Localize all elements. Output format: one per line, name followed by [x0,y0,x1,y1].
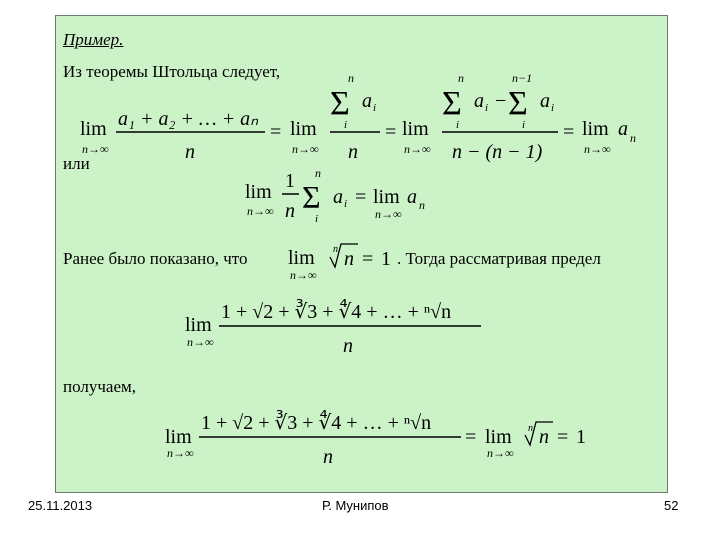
lim: lim [290,118,317,140]
sum-upper: n [348,71,354,85]
svg-text:1 + √2 + ∛3 + ∜4 + … + ⁿ√n: 1 + √2 + ∛3 + ∜4 + … + ⁿ√n [201,412,432,434]
formula-roots-result [165,407,595,467]
sigma-icon: Σ [302,179,321,215]
sigma-icon: Σ [330,85,350,122]
svg-text:n: n [285,200,295,222]
svg-text:n: n [315,166,321,180]
svg-text:=: = [355,186,367,208]
text-or: или [63,154,90,173]
sigma-icon: Σ [508,85,528,122]
svg-text:=: = [563,121,575,143]
svg-text:lim: lim [165,426,192,448]
svg-text:lim: lim [373,186,400,208]
svg-text:1: 1 [285,170,295,192]
lim: lim [582,118,609,140]
svg-text:n: n [630,131,636,145]
n-to-infinity: n→∞ [292,142,319,156]
formula-roots-limit [185,296,485,356]
svg-text:lim: lim [185,314,212,336]
svg-text:a: a [618,118,628,140]
svg-text:n: n [458,71,464,85]
roots-sum-numerator: 1 + √2 + ∛3 + ∜4 + … + ⁿ√n [221,301,452,323]
lim: lim [402,118,429,140]
svg-text:i: i [344,198,348,210]
denominator-n-minus-n-1: n − (n − 1) [452,141,543,163]
svg-text:n→∞: n→∞ [167,446,194,460]
svg-text:=: = [557,426,569,448]
svg-text:n: n [333,244,338,255]
svg-text:a: a [333,186,343,208]
formula-root-n-limit [288,243,393,283]
svg-text:a: a [407,186,417,208]
svg-text:n→∞: n→∞ [375,207,402,221]
svg-text:n: n [419,198,425,212]
svg-text:i: i [485,102,489,114]
svg-text:n: n [528,423,533,434]
svg-text:n: n [344,248,354,270]
text-previously-shown: Ранее было показано, что [63,249,248,268]
svg-text:i: i [551,102,555,114]
n-to-infinity: n→∞ [404,142,431,156]
svg-text:n→∞: n→∞ [290,268,317,282]
footer-page-number: 52 [664,498,679,513]
svg-text:=: = [362,248,374,270]
footer-date: 25.11.2013 [28,498,93,513]
svg-text:i: i [522,119,526,131]
svg-text:n: n [539,426,549,448]
lim: lim [80,118,107,140]
svg-text:=: = [270,121,282,143]
svg-text:n→∞: n→∞ [187,335,214,349]
text-we-get: получаем, [63,377,137,396]
svg-text:i: i [315,213,319,225]
svg-text:i: i [344,119,348,131]
sum-upper-n-minus-1: n−1 [512,71,533,85]
fraction-numerator: a₁ + a₂ + … + aₙ [118,108,259,130]
svg-text:i: i [456,119,460,131]
svg-text:a: a [362,90,372,112]
svg-text:=: = [385,121,397,143]
svg-text:1: 1 [381,248,391,270]
n-to-infinity: n→∞ [584,142,611,156]
svg-text:=: = [465,426,477,448]
fraction-denominator: n [185,141,195,163]
footer-author: Р. Мунипов [322,498,389,513]
formula-mean-limit [245,165,445,225]
svg-text:n: n [343,335,353,357]
slide-title: Пример. [63,30,124,49]
svg-text:lim: lim [245,181,272,203]
sigma-icon: Σ [442,85,462,122]
svg-text:a: a [540,90,550,112]
svg-text:n→∞: n→∞ [247,204,274,218]
formula-stolz [80,70,650,170]
svg-text:n: n [323,446,333,468]
svg-text:1: 1 [576,426,586,448]
text-then-limit: . Тогда рассматривая предел [397,249,601,268]
svg-text:lim: lim [485,426,512,448]
text-stolz-theorem: Из теоремы Штольца следует, [63,62,281,81]
n-to-infinity: n→∞ [82,142,109,156]
svg-text:a: a [474,90,484,112]
svg-text:lim: lim [288,247,315,269]
svg-text:i: i [373,102,377,114]
svg-text:n: n [348,141,358,163]
svg-text:n→∞: n→∞ [487,446,514,460]
svg-text:−: − [495,90,507,112]
